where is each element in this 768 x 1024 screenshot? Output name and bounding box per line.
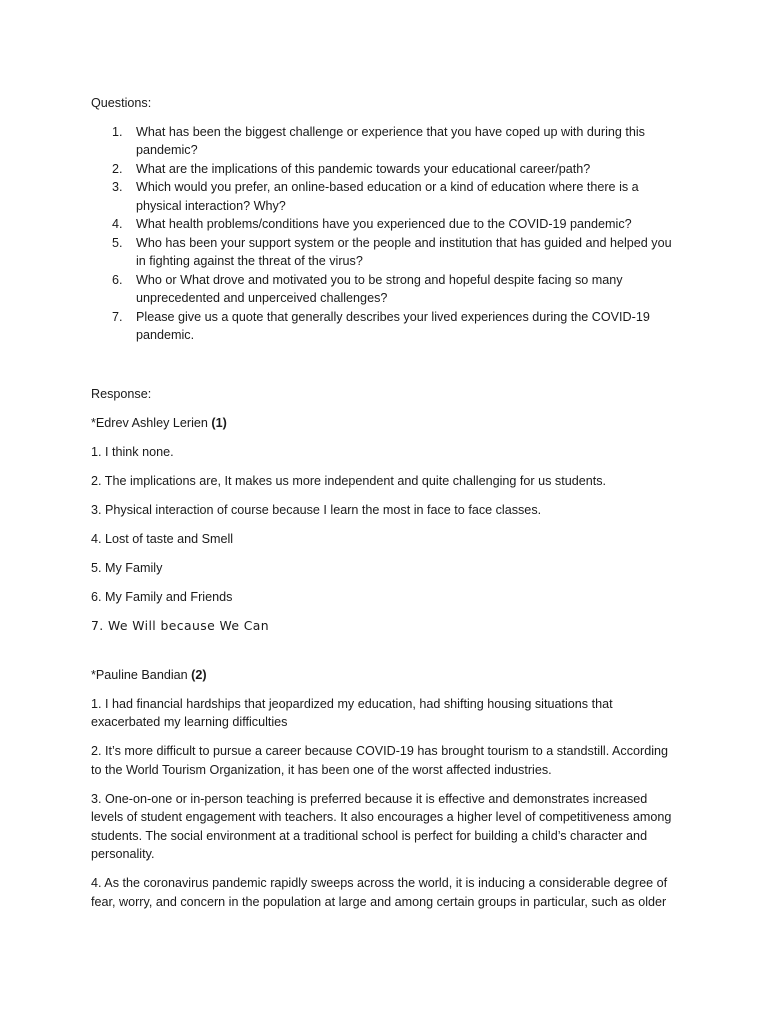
questions-list (91, 123, 681, 345)
question-number: 7. (112, 309, 123, 324)
question-number: 3. (112, 180, 123, 194)
answer: 6. My Family and Friends (91, 589, 233, 604)
question-text: What health problems/conditions have you experienced due to the COVID-19 pandemic? (136, 217, 632, 231)
question-text: Please give us a quote that generally describes your lived experiences during the COVID-19 pandemic. (136, 309, 650, 342)
answer-quote: 7. We Will because We Can (91, 617, 270, 633)
question-item (112, 308, 681, 345)
question-text: Who or What drove and motivated you to be strong and hopeful despite facing so many unprecedented and unperceived challenges? (136, 272, 623, 305)
question-item (112, 271, 681, 308)
answer: 3. Physical interaction of course because I learn the most in face to face classes. (91, 502, 542, 517)
answer: 5. My Family (91, 560, 163, 575)
question-number: 4. (112, 217, 123, 231)
question-text: Which would you prefer, an online-based education or a kind of education where there is a physical interaction? Why? (136, 180, 639, 213)
question-item (112, 215, 681, 234)
question-number: 1. (112, 124, 123, 139)
question-number: 6. (112, 272, 123, 287)
question-number: 2. (112, 161, 123, 176)
question-item (112, 160, 681, 179)
answer: 3. One-on-one or in-person teaching is preferred because it is effective and demonstrates increased levels of student engagement with teachers. It also encourages a higher level of competitiveness among students. The social environment at a traditional school is perfect for building a child’s character and personality. (91, 791, 672, 861)
document-body (91, 94, 681, 922)
question-number: 5. (112, 235, 123, 250)
respondent-tag: (1) (211, 415, 227, 430)
question-text: Who has been your support system or the people and institution that has guided and helped you in fighting against the threat of the virus? (136, 235, 672, 268)
answer: 1. I had financial hardships that jeopardized my education, had shifting housing situations that exacerbated my learning difficulties (91, 696, 613, 729)
respondent-name-text: *Pauline Bandian (91, 667, 192, 682)
section-spacer (91, 345, 681, 385)
question-text: What are the implications of this pandemic towards your educational career/path? (136, 161, 591, 176)
question-item (112, 234, 681, 271)
response-heading: Response: (91, 386, 152, 401)
answer: 4. Lost of taste and Smell (91, 531, 234, 546)
respondent-name-text: *Edrev Ashley Lerien (91, 415, 212, 430)
question-item (112, 123, 681, 160)
respondent-name (91, 414, 681, 433)
questions-heading: Questions: (91, 96, 152, 110)
question-text: What has been the biggest challenge or experience that you have coped up with during this pandemic? (136, 124, 645, 157)
respondent-name (91, 666, 681, 685)
answer: 2. It’s more difficult to pursue a career because COVID-19 has brought tourism to a standstill. According to the World Tourism Organization, it has been one of the worst affected industries. (91, 744, 669, 777)
answer: 1. I think none. (91, 444, 174, 459)
question-item (112, 178, 681, 215)
respondent-tag: (2) (191, 667, 207, 682)
answer: 4. As the coronavirus pandemic rapidly sweeps across the world, it is inducing a considerable degree of fear, worry, and concern in the population at large and among certain groups in particular, such as older (91, 876, 668, 909)
respondent-spacer (91, 646, 681, 666)
answer: 2. The implications are, It makes us more independent and quite challenging for us students. (91, 473, 607, 488)
